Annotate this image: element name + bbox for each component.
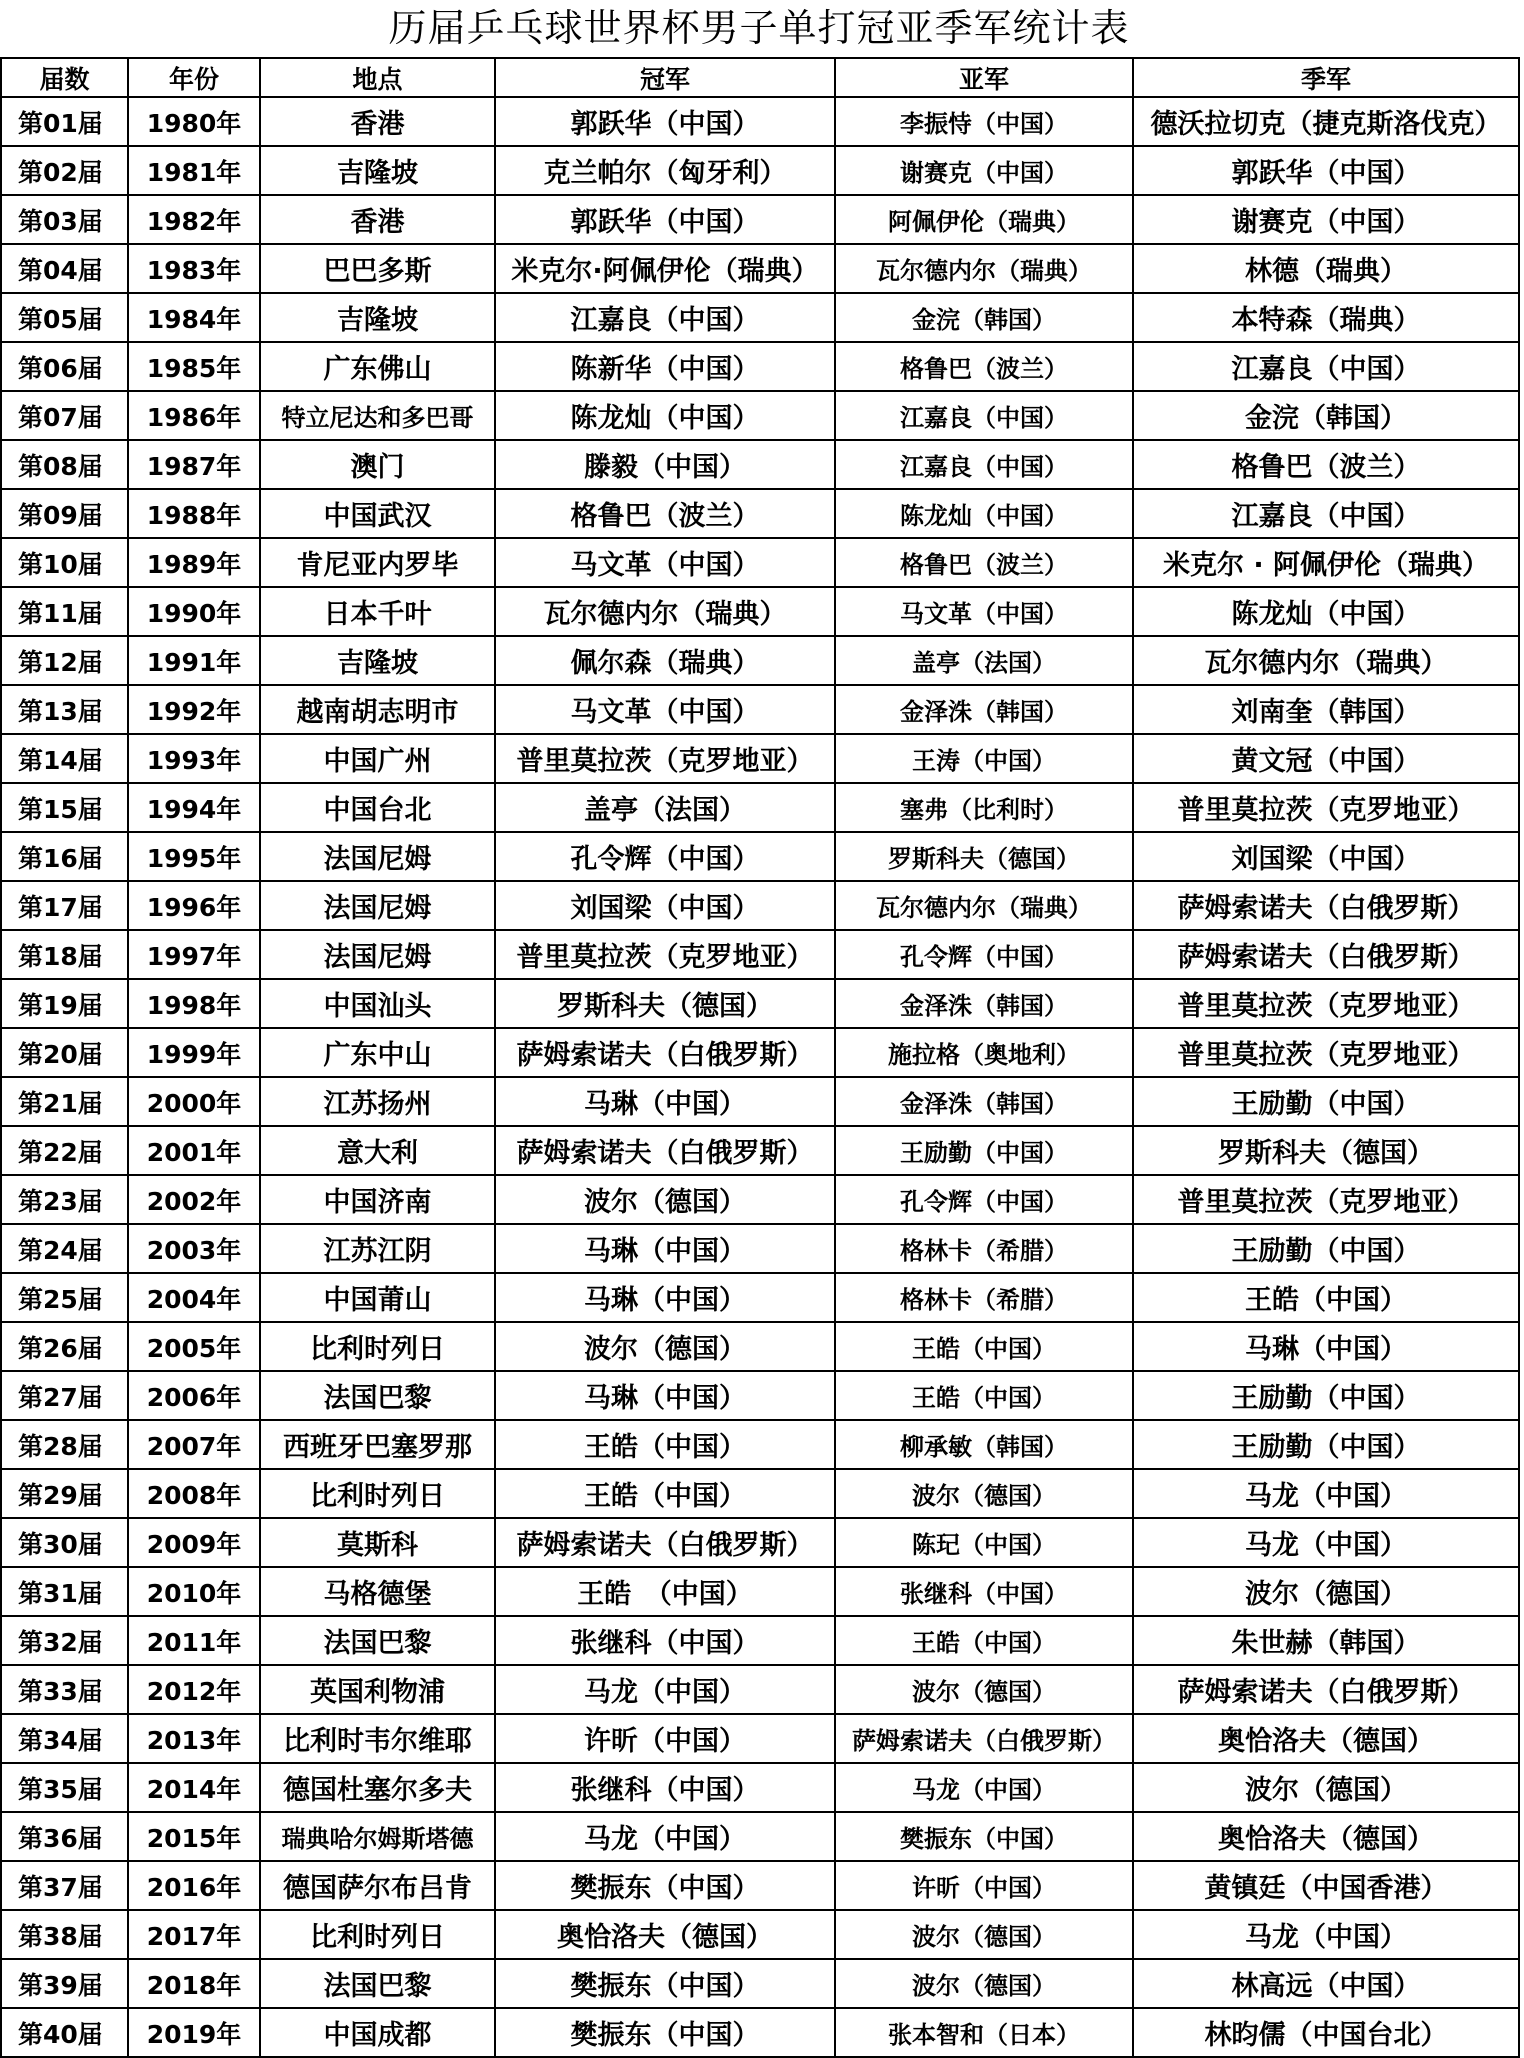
cell-third-place: 萨姆索诺夫（白俄罗斯） — [1133, 1665, 1519, 1714]
cell-year: 2007年 — [128, 1420, 260, 1469]
cell-runner-up: 波尔（德国） — [835, 1910, 1133, 1959]
cell-session: 第38届 — [1, 1910, 128, 1959]
cell-third-place: 萨姆索诺夫（白俄罗斯） — [1133, 881, 1519, 930]
cell-year: 2016年 — [128, 1861, 260, 1910]
cell-third-place: 马琳（中国） — [1133, 1322, 1519, 1371]
cell-session: 第39届 — [1, 1959, 128, 2008]
cell-location: 比利时列日 — [260, 1322, 495, 1371]
cell-third-place: 黄文冠（中国） — [1133, 734, 1519, 783]
cell-runner-up: 王励勤（中国） — [835, 1126, 1133, 1175]
cell-champion: 普里莫拉茨（克罗地亚） — [495, 734, 835, 783]
cell-third-place: 林德（瑞典） — [1133, 244, 1519, 293]
cell-champion: 普里莫拉茨（克罗地亚） — [495, 930, 835, 979]
cell-location: 英国利物浦 — [260, 1665, 495, 1714]
cell-location: 中国广州 — [260, 734, 495, 783]
cell-session: 第35届 — [1, 1763, 128, 1812]
table-row — [1, 1469, 1519, 1518]
cell-runner-up: 王皓（中国） — [835, 1371, 1133, 1420]
cell-session: 第22届 — [1, 1126, 128, 1175]
cell-session: 第12届 — [1, 636, 128, 685]
cell-third-place: 郭跃华（中国） — [1133, 146, 1519, 195]
cell-session: 第34届 — [1, 1714, 128, 1763]
cell-runner-up: 王皓（中国） — [835, 1616, 1133, 1665]
page-title: 历届乒乓球世界杯男子单打冠亚季军统计表 — [388, 6, 1130, 50]
cell-session: 第10届 — [1, 538, 128, 587]
cell-location: 越南胡志明市 — [260, 685, 495, 734]
cell-year: 1982年 — [128, 195, 260, 244]
stats-table — [0, 57, 1520, 2058]
cell-location: 比利时韦尔维耶 — [260, 1714, 495, 1763]
cell-session: 第40届 — [1, 2008, 128, 2057]
table-row — [1, 244, 1519, 293]
cell-session: 第15届 — [1, 783, 128, 832]
table-row — [1, 1665, 1519, 1714]
cell-session: 第20届 — [1, 1028, 128, 1077]
cell-location: 日本千叶 — [260, 587, 495, 636]
cell-location: 比利时列日 — [260, 1910, 495, 1959]
cell-session: 第16届 — [1, 832, 128, 881]
cell-year: 1995年 — [128, 832, 260, 881]
cell-runner-up: 格鲁巴（波兰） — [835, 342, 1133, 391]
table-row — [1, 1959, 1519, 2008]
table-row — [1, 1273, 1519, 1322]
table-row — [1, 636, 1519, 685]
cell-location: 香港 — [260, 97, 495, 146]
column-header-third-place: 季军 — [1133, 58, 1519, 97]
cell-champion: 奥恰洛夫（德国） — [495, 1910, 835, 1959]
cell-location: 江苏江阴 — [260, 1224, 495, 1273]
cell-year: 1996年 — [128, 881, 260, 930]
stats-table-container — [0, 57, 1518, 2051]
cell-third-place: 陈龙灿（中国） — [1133, 587, 1519, 636]
cell-runner-up: 萨姆索诺夫（白俄罗斯） — [835, 1714, 1133, 1763]
cell-runner-up: 波尔（德国） — [835, 1665, 1133, 1714]
cell-year: 2015年 — [128, 1812, 260, 1861]
cell-runner-up: 施拉格（奥地利） — [835, 1028, 1133, 1077]
cell-third-place: 普里莫拉茨（克罗地亚） — [1133, 783, 1519, 832]
cell-location: 广东佛山 — [260, 342, 495, 391]
table-row — [1, 930, 1519, 979]
table-row — [1, 1371, 1519, 1420]
header-row — [1, 58, 1519, 97]
column-header-session: 届数 — [1, 58, 128, 97]
cell-session: 第17届 — [1, 881, 128, 930]
cell-location: 中国成都 — [260, 2008, 495, 2057]
cell-third-place: 王皓（中国） — [1133, 1273, 1519, 1322]
cell-session: 第36届 — [1, 1812, 128, 1861]
cell-runner-up: 格鲁巴（波兰） — [835, 538, 1133, 587]
cell-champion: 马文革（中国） — [495, 685, 835, 734]
table-row — [1, 734, 1519, 783]
cell-champion: 米克尔·阿佩伊伦（瑞典） — [495, 244, 835, 293]
cell-champion: 佩尔森（瑞典） — [495, 636, 835, 685]
cell-champion: 马琳（中国） — [495, 1224, 835, 1273]
cell-runner-up: 谢赛克（中国） — [835, 146, 1133, 195]
cell-year: 1992年 — [128, 685, 260, 734]
table-row — [1, 832, 1519, 881]
column-header-runner-up: 亚军 — [835, 58, 1133, 97]
cell-year: 1981年 — [128, 146, 260, 195]
cell-session: 第01届 — [1, 97, 128, 146]
cell-year: 2009年 — [128, 1518, 260, 1567]
cell-runner-up: 许昕（中国） — [835, 1861, 1133, 1910]
cell-third-place: 黄镇廷（中国香港） — [1133, 1861, 1519, 1910]
cell-champion: 郭跃华（中国） — [495, 195, 835, 244]
cell-third-place: 马龙（中国） — [1133, 1518, 1519, 1567]
cell-year: 1993年 — [128, 734, 260, 783]
cell-location: 德国萨尔布吕肯 — [260, 1861, 495, 1910]
table-row — [1, 1077, 1519, 1126]
cell-year: 2017年 — [128, 1910, 260, 1959]
cell-third-place: 王励勤（中国） — [1133, 1224, 1519, 1273]
cell-runner-up: 金泽洙（韩国） — [835, 685, 1133, 734]
cell-location: 江苏扬州 — [260, 1077, 495, 1126]
cell-third-place: 米克尔 · 阿佩伊伦（瑞典） — [1133, 538, 1519, 587]
cell-runner-up: 波尔（德国） — [835, 1959, 1133, 2008]
cell-year: 1983年 — [128, 244, 260, 293]
cell-location: 法国尼姆 — [260, 881, 495, 930]
cell-location: 香港 — [260, 195, 495, 244]
cell-session: 第26届 — [1, 1322, 128, 1371]
cell-runner-up: 阿佩伊伦（瑞典） — [835, 195, 1133, 244]
table-row — [1, 1861, 1519, 1910]
cell-year: 2008年 — [128, 1469, 260, 1518]
cell-third-place: 萨姆索诺夫（白俄罗斯） — [1133, 930, 1519, 979]
cell-third-place: 本特森（瑞典） — [1133, 293, 1519, 342]
table-row — [1, 146, 1519, 195]
table-row — [1, 1616, 1519, 1665]
cell-session: 第23届 — [1, 1175, 128, 1224]
cell-year: 1994年 — [128, 783, 260, 832]
cell-runner-up: 瓦尔德内尔（瑞典） — [835, 244, 1133, 293]
cell-year: 2003年 — [128, 1224, 260, 1273]
cell-third-place: 奥恰洛夫（德国） — [1133, 1714, 1519, 1763]
cell-year: 1986年 — [128, 391, 260, 440]
table-row — [1, 1322, 1519, 1371]
cell-location: 法国尼姆 — [260, 930, 495, 979]
cell-year: 2012年 — [128, 1665, 260, 1714]
cell-year: 2005年 — [128, 1322, 260, 1371]
cell-third-place: 朱世赫（韩国） — [1133, 1616, 1519, 1665]
cell-location: 法国巴黎 — [260, 1616, 495, 1665]
table-row — [1, 587, 1519, 636]
cell-year: 2004年 — [128, 1273, 260, 1322]
cell-location: 吉隆坡 — [260, 146, 495, 195]
cell-year: 1999年 — [128, 1028, 260, 1077]
cell-session: 第03届 — [1, 195, 128, 244]
cell-location: 马格德堡 — [260, 1567, 495, 1616]
cell-champion: 马琳（中国） — [495, 1077, 835, 1126]
cell-champion: 孔令辉（中国） — [495, 832, 835, 881]
cell-champion: 许昕（中国） — [495, 1714, 835, 1763]
cell-session: 第04届 — [1, 244, 128, 293]
column-header-year: 年份 — [128, 58, 260, 97]
table-row — [1, 1028, 1519, 1077]
cell-champion: 马龙（中国） — [495, 1665, 835, 1714]
cell-session: 第29届 — [1, 1469, 128, 1518]
cell-third-place: 刘南奎（韩国） — [1133, 685, 1519, 734]
cell-third-place: 王励勤（中国） — [1133, 1371, 1519, 1420]
cell-session: 第21届 — [1, 1077, 128, 1126]
cell-location: 肯尼亚内罗毕 — [260, 538, 495, 587]
cell-champion: 萨姆索诺夫（白俄罗斯） — [495, 1126, 835, 1175]
cell-location: 法国巴黎 — [260, 1371, 495, 1420]
cell-year: 1987年 — [128, 440, 260, 489]
cell-third-place: 波尔（德国） — [1133, 1567, 1519, 1616]
cell-third-place: 林昀儒（中国台北） — [1133, 2008, 1519, 2057]
cell-third-place: 林高远（中国） — [1133, 1959, 1519, 2008]
cell-runner-up: 马文革（中国） — [835, 587, 1133, 636]
cell-runner-up: 金泽洙（韩国） — [835, 1077, 1133, 1126]
cell-location: 中国武汉 — [260, 489, 495, 538]
cell-session: 第08届 — [1, 440, 128, 489]
cell-session: 第30届 — [1, 1518, 128, 1567]
cell-location: 广东中山 — [260, 1028, 495, 1077]
cell-runner-up: 金浣（韩国） — [835, 293, 1133, 342]
cell-year: 2010年 — [128, 1567, 260, 1616]
cell-year: 1980年 — [128, 97, 260, 146]
cell-third-place: 金浣（韩国） — [1133, 391, 1519, 440]
cell-location: 意大利 — [260, 1126, 495, 1175]
cell-third-place: 马龙（中国） — [1133, 1910, 1519, 1959]
cell-session: 第31届 — [1, 1567, 128, 1616]
cell-champion: 王皓（中国） — [495, 1469, 835, 1518]
cell-runner-up: 江嘉良（中国） — [835, 440, 1133, 489]
cell-location: 中国济南 — [260, 1175, 495, 1224]
table-row — [1, 685, 1519, 734]
cell-champion: 樊振东（中国） — [495, 2008, 835, 2057]
table-row — [1, 2008, 1519, 2057]
cell-third-place: 普里莫拉茨（克罗地亚） — [1133, 979, 1519, 1028]
cell-champion: 克兰帕尔（匈牙利） — [495, 146, 835, 195]
cell-runner-up: 塞弗（比利时） — [835, 783, 1133, 832]
cell-runner-up: 金泽洙（韩国） — [835, 979, 1133, 1028]
cell-champion: 马龙（中国） — [495, 1812, 835, 1861]
cell-year: 1985年 — [128, 342, 260, 391]
cell-third-place: 普里莫拉茨（克罗地亚） — [1133, 1028, 1519, 1077]
cell-session: 第32届 — [1, 1616, 128, 1665]
cell-third-place: 江嘉良（中国） — [1133, 489, 1519, 538]
cell-year: 1989年 — [128, 538, 260, 587]
cell-champion: 马琳（中国） — [495, 1273, 835, 1322]
cell-champion: 陈龙灿（中国） — [495, 391, 835, 440]
cell-session: 第28届 — [1, 1420, 128, 1469]
cell-location: 莫斯科 — [260, 1518, 495, 1567]
cell-champion: 江嘉良（中国） — [495, 293, 835, 342]
cell-location: 吉隆坡 — [260, 293, 495, 342]
column-header-champion: 冠军 — [495, 58, 835, 97]
cell-year: 2001年 — [128, 1126, 260, 1175]
cell-champion: 滕毅（中国） — [495, 440, 835, 489]
cell-third-place: 罗斯科夫（德国） — [1133, 1126, 1519, 1175]
cell-session: 第24届 — [1, 1224, 128, 1273]
table-row — [1, 1812, 1519, 1861]
cell-year: 1984年 — [128, 293, 260, 342]
cell-runner-up: 格林卡（希腊） — [835, 1273, 1133, 1322]
cell-third-place: 瓦尔德内尔（瑞典） — [1133, 636, 1519, 685]
cell-runner-up: 江嘉良（中国） — [835, 391, 1133, 440]
cell-third-place: 江嘉良（中国） — [1133, 342, 1519, 391]
cell-third-place: 谢赛克（中国） — [1133, 195, 1519, 244]
cell-runner-up: 王涛（中国） — [835, 734, 1133, 783]
cell-champion: 盖亭（法国） — [495, 783, 835, 832]
cell-runner-up: 张本智和（日本） — [835, 2008, 1133, 2057]
cell-year: 2013年 — [128, 1714, 260, 1763]
cell-session: 第37届 — [1, 1861, 128, 1910]
table-row — [1, 440, 1519, 489]
cell-champion: 张继科（中国） — [495, 1763, 835, 1812]
cell-runner-up: 盖亭（法国） — [835, 636, 1133, 685]
cell-location: 吉隆坡 — [260, 636, 495, 685]
cell-runner-up: 瓦尔德内尔（瑞典） — [835, 881, 1133, 930]
cell-session: 第06届 — [1, 342, 128, 391]
table-row — [1, 881, 1519, 930]
cell-year: 2006年 — [128, 1371, 260, 1420]
cell-location: 瑞典哈尔姆斯塔德 — [260, 1812, 495, 1861]
cell-location: 中国莆山 — [260, 1273, 495, 1322]
cell-champion: 樊振东（中国） — [495, 1861, 835, 1910]
cell-year: 1997年 — [128, 930, 260, 979]
cell-champion: 张继科（中国） — [495, 1616, 835, 1665]
cell-champion: 瓦尔德内尔（瑞典） — [495, 587, 835, 636]
cell-third-place: 刘国梁（中国） — [1133, 832, 1519, 881]
cell-runner-up: 张继科（中国） — [835, 1567, 1133, 1616]
cell-location: 法国巴黎 — [260, 1959, 495, 2008]
cell-champion: 波尔（德国） — [495, 1175, 835, 1224]
table-row — [1, 97, 1519, 146]
cell-champion: 马文革（中国） — [495, 538, 835, 587]
cell-third-place: 普里莫拉茨（克罗地亚） — [1133, 1175, 1519, 1224]
table-row — [1, 538, 1519, 587]
cell-year: 2019年 — [128, 2008, 260, 2057]
cell-location: 中国台北 — [260, 783, 495, 832]
cell-session: 第33届 — [1, 1665, 128, 1714]
table-row — [1, 391, 1519, 440]
cell-champion: 格鲁巴（波兰） — [495, 489, 835, 538]
cell-third-place: 波尔（德国） — [1133, 1763, 1519, 1812]
cell-champion: 樊振东（中国） — [495, 1959, 835, 2008]
cell-session: 第11届 — [1, 587, 128, 636]
cell-session: 第02届 — [1, 146, 128, 195]
cell-location: 比利时列日 — [260, 1469, 495, 1518]
cell-year: 1991年 — [128, 636, 260, 685]
cell-year: 1990年 — [128, 587, 260, 636]
cell-third-place: 奥恰洛夫（德国） — [1133, 1812, 1519, 1861]
cell-third-place: 格鲁巴（波兰） — [1133, 440, 1519, 489]
cell-session: 第09届 — [1, 489, 128, 538]
cell-runner-up: 李振恃（中国） — [835, 97, 1133, 146]
cell-year: 2000年 — [128, 1077, 260, 1126]
column-header-location: 地点 — [260, 58, 495, 97]
table-row — [1, 1175, 1519, 1224]
cell-session: 第25届 — [1, 1273, 128, 1322]
cell-champion: 王皓（中国） — [495, 1420, 835, 1469]
table-row — [1, 1224, 1519, 1273]
table-row — [1, 1567, 1519, 1616]
cell-runner-up: 王皓（中国） — [835, 1322, 1133, 1371]
cell-location: 巴巴多斯 — [260, 244, 495, 293]
cell-champion: 刘国梁（中国） — [495, 881, 835, 930]
cell-runner-up: 波尔（德国） — [835, 1469, 1133, 1518]
cell-champion: 罗斯科夫（德国） — [495, 979, 835, 1028]
cell-location: 法国尼姆 — [260, 832, 495, 881]
table-row — [1, 783, 1519, 832]
cell-runner-up: 孔令辉（中国） — [835, 1175, 1133, 1224]
cell-session: 第27届 — [1, 1371, 128, 1420]
cell-year: 2018年 — [128, 1959, 260, 2008]
cell-location: 澳门 — [260, 440, 495, 489]
cell-third-place: 马龙（中国） — [1133, 1469, 1519, 1518]
cell-runner-up: 罗斯科夫（德国） — [835, 832, 1133, 881]
cell-session: 第19届 — [1, 979, 128, 1028]
cell-session: 第14届 — [1, 734, 128, 783]
cell-runner-up: 柳承敏（韩国） — [835, 1420, 1133, 1469]
cell-champion: 王皓 （中国） — [495, 1567, 835, 1616]
table-row — [1, 1420, 1519, 1469]
table-row — [1, 195, 1519, 244]
cell-third-place: 王励勤（中国） — [1133, 1077, 1519, 1126]
cell-runner-up: 陈玘（中国） — [835, 1518, 1133, 1567]
table-row — [1, 489, 1519, 538]
cell-champion: 波尔（德国） — [495, 1322, 835, 1371]
cell-champion: 萨姆索诺夫（白俄罗斯） — [495, 1518, 835, 1567]
cell-year: 2014年 — [128, 1763, 260, 1812]
table-row — [1, 1518, 1519, 1567]
cell-champion: 马琳（中国） — [495, 1371, 835, 1420]
table-row — [1, 293, 1519, 342]
cell-year: 2002年 — [128, 1175, 260, 1224]
cell-session: 第18届 — [1, 930, 128, 979]
table-row — [1, 1714, 1519, 1763]
cell-year: 1988年 — [128, 489, 260, 538]
cell-runner-up: 马龙（中国） — [835, 1763, 1133, 1812]
cell-champion: 陈新华（中国） — [495, 342, 835, 391]
cell-champion: 郭跃华（中国） — [495, 97, 835, 146]
cell-runner-up: 格林卡（希腊） — [835, 1224, 1133, 1273]
cell-location: 西班牙巴塞罗那 — [260, 1420, 495, 1469]
cell-session: 第05届 — [1, 293, 128, 342]
cell-session: 第07届 — [1, 391, 128, 440]
cell-champion: 萨姆索诺夫（白俄罗斯） — [495, 1028, 835, 1077]
cell-third-place: 王励勤（中国） — [1133, 1420, 1519, 1469]
cell-runner-up: 陈龙灿（中国） — [835, 489, 1133, 538]
table-row — [1, 979, 1519, 1028]
table-row — [1, 1910, 1519, 1959]
cell-location: 德国杜塞尔多夫 — [260, 1763, 495, 1812]
cell-location: 中国汕头 — [260, 979, 495, 1028]
cell-runner-up: 孔令辉（中国） — [835, 930, 1133, 979]
cell-third-place: 德沃拉切克（捷克斯洛伐克） — [1133, 97, 1519, 146]
cell-session: 第13届 — [1, 685, 128, 734]
table-row — [1, 342, 1519, 391]
cell-location: 特立尼达和多巴哥 — [260, 391, 495, 440]
table-row — [1, 1126, 1519, 1175]
cell-runner-up: 樊振东（中国） — [835, 1812, 1133, 1861]
table-row — [1, 1763, 1519, 1812]
cell-year: 1998年 — [128, 979, 260, 1028]
cell-year: 2011年 — [128, 1616, 260, 1665]
